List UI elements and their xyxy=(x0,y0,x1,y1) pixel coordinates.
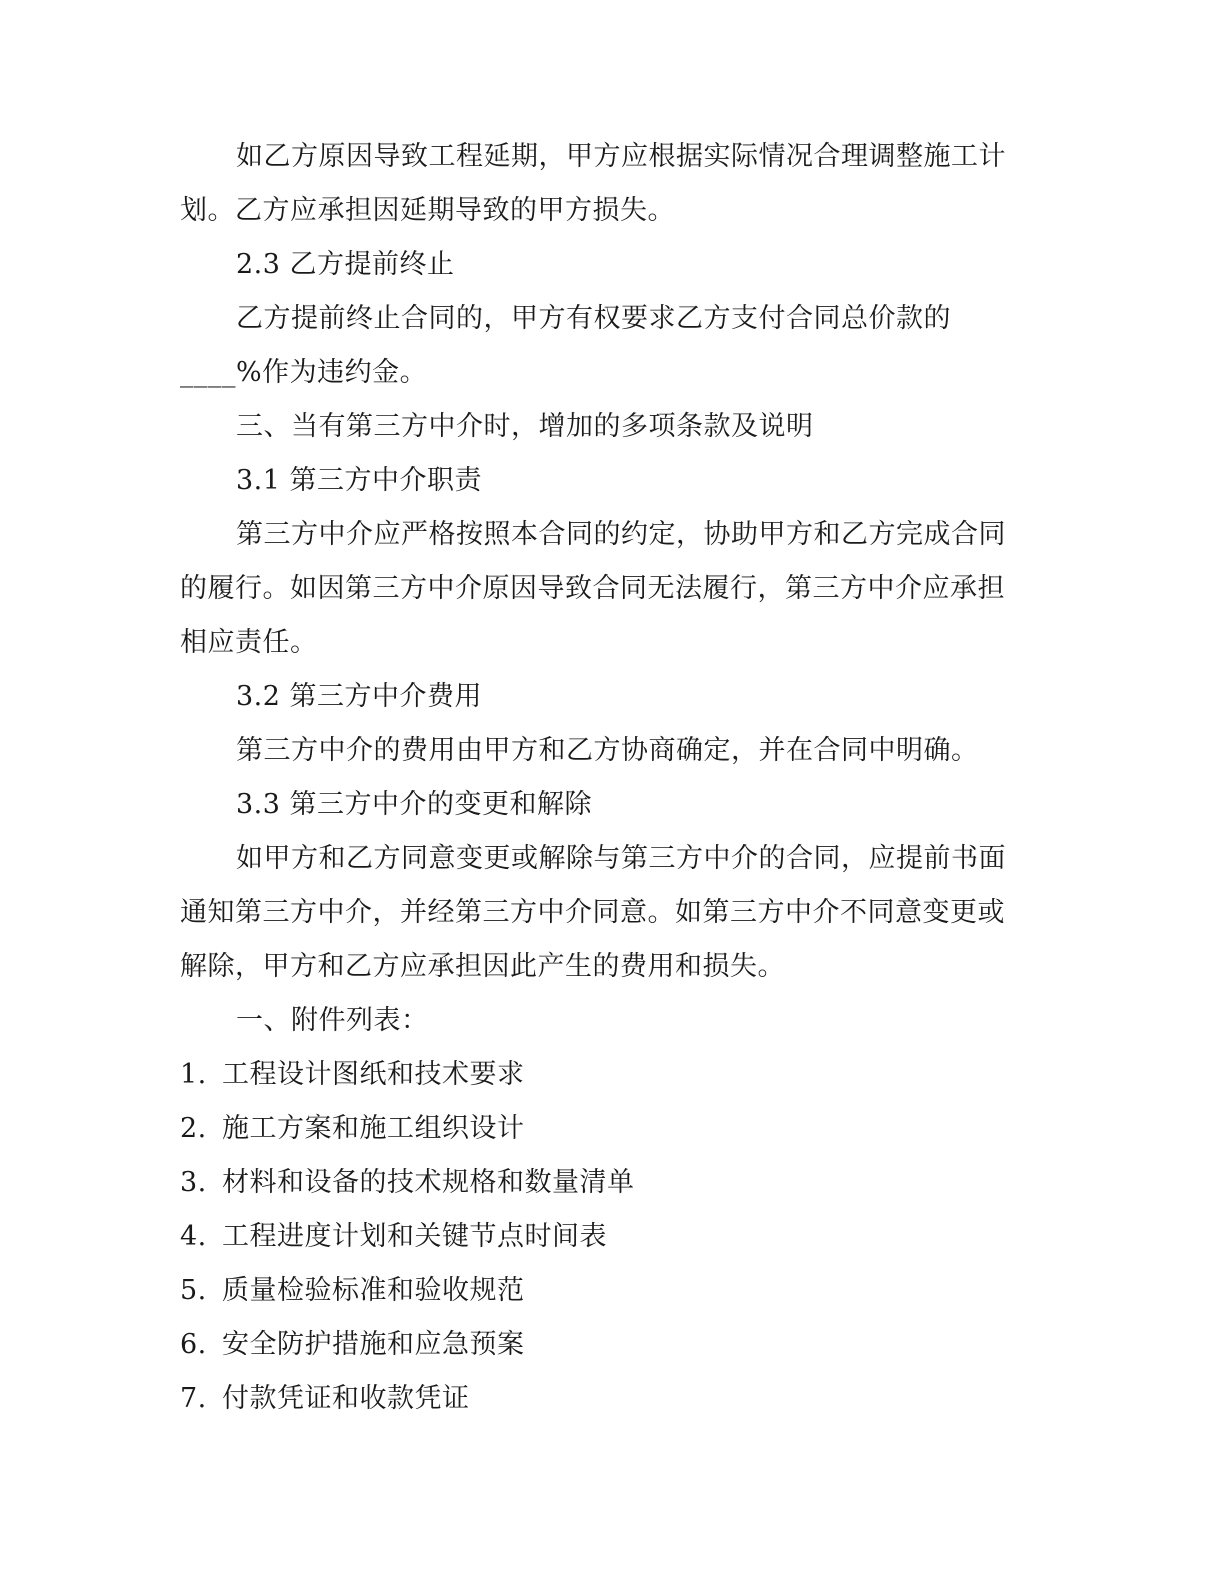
list-item xyxy=(180,1048,1030,1102)
list-item-text: 付款凭证和收款凭证 xyxy=(222,1383,470,1414)
attachment-list xyxy=(180,1048,1030,1426)
list-item-text: 工程设计图纸和技术要求 xyxy=(222,1059,525,1090)
list-item-number: 6. xyxy=(180,1329,207,1360)
list-item-text: 材料和设备的技术规格和数量清单 xyxy=(222,1167,635,1198)
section-heading-2-3: 2.3 乙方提前终止 xyxy=(236,249,455,280)
paragraph-delay-adjustment: 如乙方原因导致工程延期，甲方应根据实际情况合理调整施工计划。乙方应承担因延期导致的甲方损失。 xyxy=(180,141,1006,226)
section-heading-3-3: 3.3 第三方中介的变更和解除 xyxy=(236,789,593,820)
paragraph-intermediary-change: 如甲方和乙方同意变更或解除与第三方中介的合同，应提前书面通知第三方中介，并经第三方中介同意。如第三方中介不同意变更或解除，甲方和乙方应承担因此产生的费用和损失。 xyxy=(180,843,1006,982)
section-heading-3-1: 3.1 第三方中介职责 xyxy=(236,465,483,496)
list-item-number: 1. xyxy=(180,1059,207,1090)
section-heading-attachments: 一、附件列表： xyxy=(236,1005,429,1036)
list-item-text: 安全防护措施和应急预案 xyxy=(222,1329,525,1360)
section-heading-3-2: 3.2 第三方中介费用 xyxy=(236,681,483,712)
document-body xyxy=(180,130,1030,1426)
list-item-text: 质量检验标准和验收规范 xyxy=(222,1275,525,1306)
list-item-text: 施工方案和施工组织设计 xyxy=(222,1113,525,1144)
list-item-number: 3. xyxy=(180,1167,207,1198)
list-item xyxy=(180,1210,1030,1264)
list-item xyxy=(180,1264,1030,1318)
section-heading-three: 三、当有第三方中介时，增加的多项条款及说明 xyxy=(236,411,814,442)
paragraph-intermediary-fees: 第三方中介的费用由甲方和乙方协商确定，并在合同中明确。 xyxy=(236,735,979,766)
list-item-number: 4. xyxy=(180,1221,207,1252)
paragraph-early-termination: 乙方提前终止合同的，甲方有权要求乙方支付合同总价款的____%作为违约金。 xyxy=(180,303,951,388)
list-item-number: 7. xyxy=(180,1383,207,1414)
paragraph-intermediary-duties: 第三方中介应严格按照本合同的约定，协助甲方和乙方完成合同的履行。如因第三方中介原因导致合同无法履行，第三方中介应承担相应责任。 xyxy=(180,519,1006,658)
list-item xyxy=(180,1318,1030,1372)
list-item-text: 工程进度计划和关键节点时间表 xyxy=(222,1221,607,1252)
list-item-number: 2. xyxy=(180,1113,207,1144)
list-item xyxy=(180,1102,1030,1156)
list-item xyxy=(180,1372,1030,1426)
list-item-number: 5. xyxy=(180,1275,207,1306)
list-item xyxy=(180,1156,1030,1210)
